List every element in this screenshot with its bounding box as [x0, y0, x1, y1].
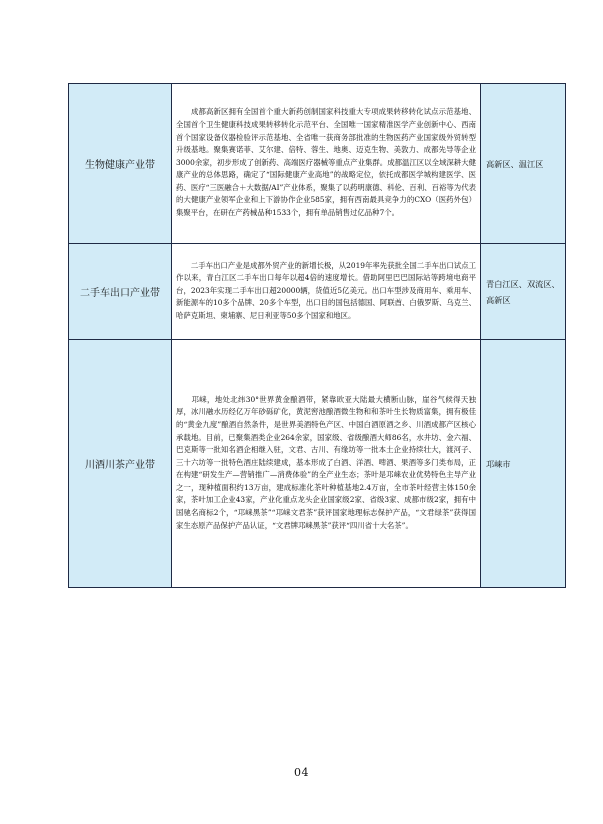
table-row [69, 84, 566, 244]
industry-name: 生物健康产业带 [85, 160, 155, 171]
industry-name-cell [69, 84, 172, 244]
industry-area: 邛崃市 [486, 458, 511, 469]
table-row [69, 244, 566, 340]
industry-area-cell [481, 84, 566, 244]
industry-description: 邛崃，地处北纬30°世界黄金酿酒带，紧靠欧亚大陆最大横断山脉，崖谷气候得天独厚，冰川融水历经亿万年砂砾矿化，黄泥窖池酿酒微生物和和茶叶生长物质富集，拥有极佳的“黄金九度”酿酒自然条件，是世界美酒特色产区、中国白酒原酒之乡、川酒成都产区核心承载地。目前，已聚集酒类企业264余家，国家级、省级酿酒大师86名，水井坊、金六福、巴克斯等一批知名酒企相继入驻，文君、古川、有缘坊等一批本土企业持续壮大，渡河子、三十六坊等一批特色酒庄陆续建成，基本形成了白酒、洋酒、啤酒、果酒等多门类布局，正在构建“研发生产—营销推广—消费体验”的全产业生态；茶叶是邛崃农业优势特色主导产业之一，现种植面积约13万亩，建成标准化茶叶种植基地2.4万亩，全市茶叶经营主体150余家，茶叶加工企业43家，产业化重点龙头企业国家级2家、省级3家、成都市级2家，拥有中国驰名商标2个，“邛崃黑茶”“邛崃文君茶”获评国家地理标志保护产品，“文君绿茶”获得国家生态原产品保护产品认证，“文君牌邛崃黑茶”获评“四川省十大名茶”。 [176, 394, 476, 530]
industry-description: 成都高新区拥有全国首个重大新药创制国家科技重大专项成果转移转化试点示范基地、全国首个卫生健康科技成果转移转化示范平台、全国唯一国家精准医学产业创新中心、西南首个国家设备仪器检验评示范基地、全省唯一获商务部批准的生物医药产业国家级外贸转型升级基地。聚集赛诺菲、艾尔建、倍特、蓉生、地奥、迈克生物、美敦力、成都先导等企业3000余家，初步形成了创新药、高端医疗器械等重点产业集群。成都温江区以全域深耕大健康产业的总体思路，确定了“国际健康产业高地”的战略定位，依托成都医学城构建医学、医药、医疗“三医融合＋大数据/AI”产业体系，聚集了以药明康德、科伦、百利、百裕等为代表的大健康产业领军企业和上下游协作企业585家，拥有西南最具竞争力的CXO（医药外包）集聚平台，在研在产药械品种1533个，拥有单品销售过亿品种7个。 [176, 107, 476, 218]
industry-description: 二手车出口产业是成都外贸产业的新增长极，从2019年率先获批全国二手车出口试点工作以来，青白江区二手车出口每年以超4倍的速度增长。借助阿里巴巴国际站等跨境电商平台，2023年实现二手车出口超20000辆，货值近5亿美元。出口车型涉及商用车、乘用车、新能源车的10多个品牌、20多个车型，出口目的国包括德国、阿联酋、白俄罗斯、乌克兰、哈萨克斯坦、柬埔寨、尼日利亚等50多个国家和地区。 [176, 260, 476, 320]
page-number: 04 [294, 766, 309, 779]
industry-area-cell [481, 244, 566, 340]
industry-name-cell [69, 340, 172, 588]
industry-description-cell [172, 244, 481, 340]
industry-name: 川酒川茶产业带 [85, 460, 155, 471]
table-row [69, 340, 566, 588]
industry-belt-table [68, 83, 566, 588]
industry-name: 二手车出口产业带 [80, 288, 160, 299]
industry-area: 高新区、温江区 [486, 158, 544, 169]
industry-name-cell [69, 244, 172, 340]
industry-area: 青白江区、双流区、高新区 [486, 278, 560, 305]
industry-description-cell [172, 84, 481, 244]
industry-description-cell [172, 340, 481, 588]
industry-area-cell [481, 340, 566, 588]
